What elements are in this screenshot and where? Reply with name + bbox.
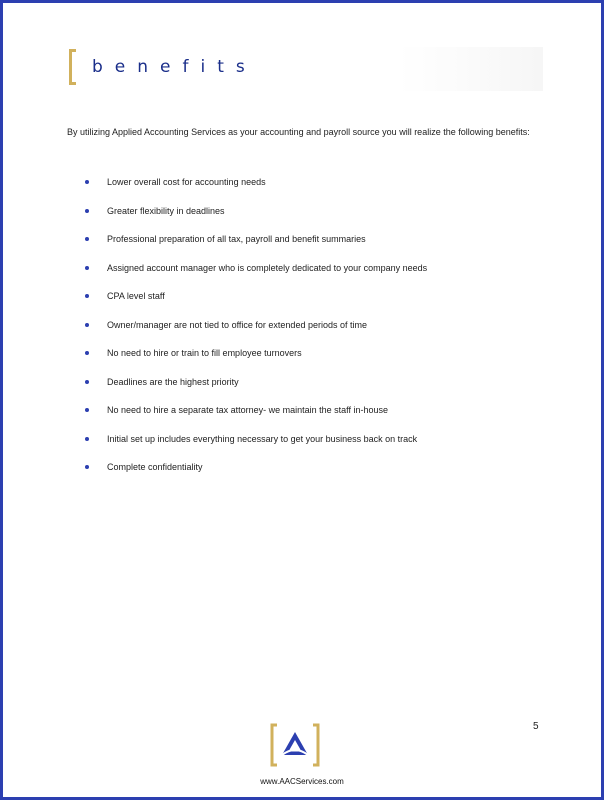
- benefit-text: Assigned account manager who is completely dedicated to your company needs: [107, 262, 428, 273]
- benefit-text: Deadlines are the highest priority: [107, 376, 239, 387]
- benefits-list: [85, 168, 545, 482]
- bullet-icon: [85, 380, 89, 384]
- benefit-text: Greater flexibility in deadlines: [107, 205, 225, 216]
- header-decoration: [398, 47, 543, 91]
- benefit-text: Owner/manager are not tied to office for extended periods of time: [107, 319, 367, 330]
- page-number: 5: [533, 721, 539, 732]
- bullet-icon: [85, 437, 89, 441]
- bullet-icon: [85, 323, 89, 327]
- list-item: [85, 197, 545, 226]
- bullet-icon: [85, 408, 89, 412]
- list-item: [85, 453, 545, 482]
- benefit-text: Lower overall cost for accounting needs: [107, 177, 266, 188]
- benefit-text: No need to hire or train to fill employee turnovers: [107, 348, 302, 359]
- benefit-text: Professional preparation of all tax, payroll and benefit summaries: [107, 234, 366, 245]
- list-item: [85, 225, 545, 254]
- aac-triangle-logo-icon: [269, 723, 321, 767]
- bullet-icon: [85, 294, 89, 298]
- list-item: [85, 425, 545, 454]
- bullet-icon: [85, 180, 89, 184]
- section-header: [69, 49, 257, 85]
- list-item: [85, 368, 545, 397]
- list-item: [85, 168, 545, 197]
- bullet-icon: [85, 351, 89, 355]
- benefit-text: Initial set up includes everything necessary to get your business back on track: [107, 433, 418, 444]
- list-item: [85, 254, 545, 283]
- list-item: [85, 339, 545, 368]
- benefit-text: Complete confidentiality: [107, 462, 203, 473]
- benefit-text: CPA level staff: [107, 291, 165, 302]
- benefit-text: No need to hire a separate tax attorney- we maintain the staff in-house: [107, 405, 388, 416]
- list-item: [85, 311, 545, 340]
- bullet-icon: [85, 465, 89, 469]
- bullet-icon: [85, 266, 89, 270]
- section-title: benefits: [92, 57, 257, 77]
- bullet-icon: [85, 237, 89, 241]
- bullet-icon: [85, 209, 89, 213]
- list-item: [85, 396, 545, 425]
- gold-bracket-icon: [69, 49, 76, 85]
- intro-paragraph: By utilizing Applied Accounting Services as your accounting and payroll source you will realize the following benefits:: [67, 127, 530, 137]
- website-url: www.AACServices.com: [260, 777, 344, 786]
- list-item: [85, 282, 545, 311]
